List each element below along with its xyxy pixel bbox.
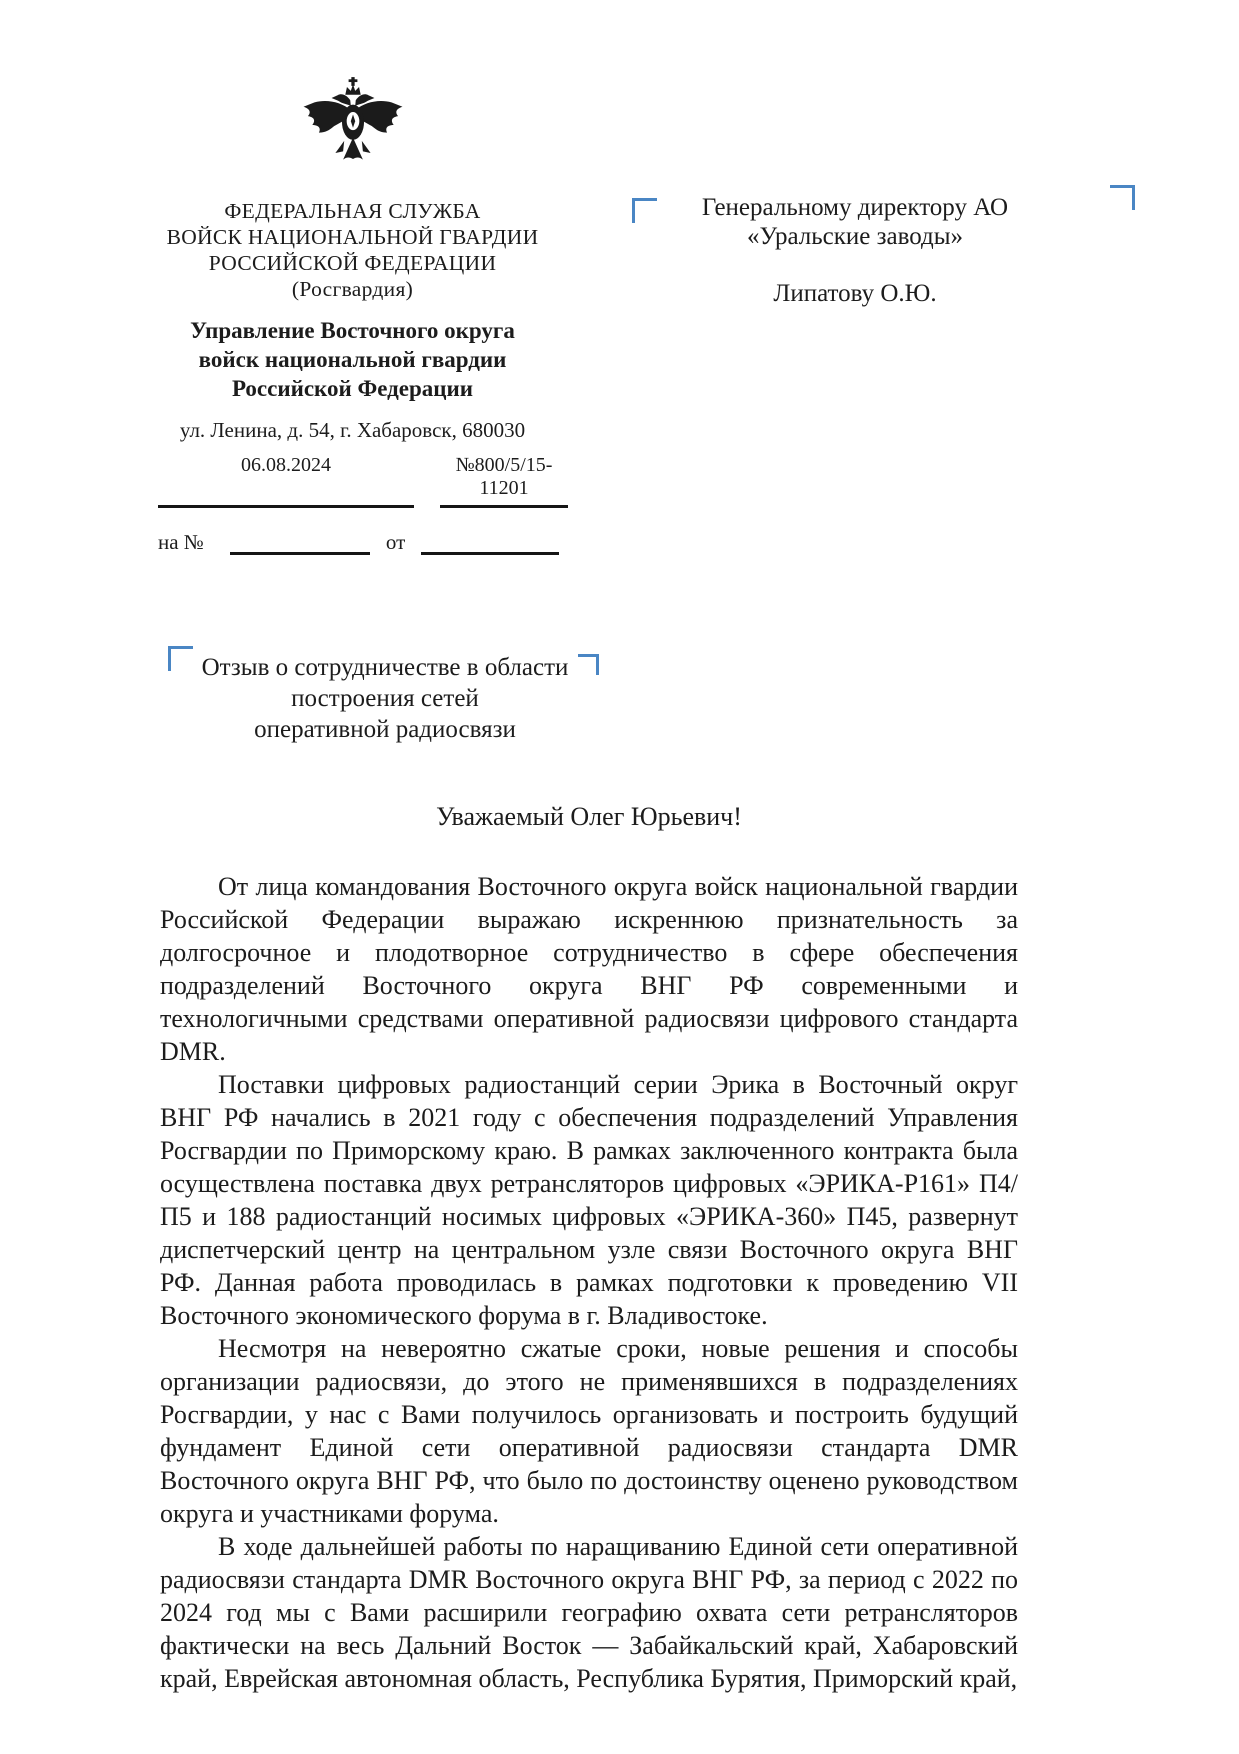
subject-block: [190, 652, 580, 745]
letterhead: [130, 72, 575, 555]
addressee-corner-mark-right: [1110, 185, 1135, 210]
subject-corner-mark-right: [578, 654, 599, 675]
subject-line: Отзыв о сотрудничестве в области: [201, 654, 569, 681]
org-line: ВОЙСК НАЦИОНАЛЬНОЙ ГВАРДИИ: [166, 225, 539, 249]
ref-date-blank: [421, 528, 559, 555]
subject-line: оперативной радиосвязи: [254, 716, 516, 743]
rosgvardia-emblem-icon: [130, 72, 575, 194]
org-line: ФЕДЕРАЛЬНАЯ СЛУЖБА: [224, 199, 481, 223]
department-name-block: [130, 316, 575, 403]
dept-line: Управление Восточного округа: [190, 318, 515, 343]
addressee-line: «Уральские заводы»: [746, 223, 964, 250]
addressee-name: Липатову О.Ю.: [773, 280, 937, 307]
subject-line: построения сетей: [291, 685, 479, 712]
ref-from-label: от: [385, 530, 406, 555]
dept-line: войск национальной гвардии: [198, 347, 507, 372]
reference-row: [130, 528, 575, 555]
letter-number: №800/5/15-11201: [440, 454, 568, 508]
org-address: ул. Ленина, д. 54, г. Хабаровск, 680030: [179, 418, 526, 442]
date-number-row: [130, 454, 575, 508]
org-line: РОССИЙСКОЙ ФЕДЕРАЦИИ: [208, 251, 497, 275]
addressee-block: [640, 193, 1070, 308]
letter-date: 06.08.2024: [158, 454, 414, 508]
org-name-block: [130, 198, 575, 302]
body-paragraph: Несмотря на невероятно сжатые сроки, новые решения и способы организации радиосвязи, до этого не применявшихся в подразделениях Росгвардии, у нас с Вами получилось организовать и построить будущий фундамент Единой сети оперативной радиосвязи стандарта DMR Восточного округа ВНГ РФ, что было по достоинству оценено руководством округа и участниками форума.: [160, 1334, 1018, 1528]
body-paragraph: В ходе дальнейшей работы по наращиванию Единой сети оперативной радиосвязи стандарта DMR Восточного округа ВНГ РФ, за период с 2022 по 2024 год мы с Вами расширили географию охвата сети ретрансляторов фактически на весь Дальний Восток — Забайкальский край, Хабаровский край, Еврейская автономная область, Республика Бурятия, Приморский край,: [160, 1532, 1018, 1693]
addressee-line: Генеральному директору АО: [701, 194, 1009, 221]
salutation: Уважаемый Олег Юрьевич!: [436, 802, 742, 831]
body-paragraph: Поставки цифровых радиостанций серии Эрика в Восточный округ ВНГ РФ начались в 2021 году с обеспечения подразделений Управления Росгвардии по Приморскому краю. В рамках заключенного контракта была осуществлена поставка двух ретрансляторов цифровых «ЭРИКА-Р161» П4/П5 и 188 радиостанций носимых цифровых «ЭРИКА-360» П45, развернут диспетчерский центр на центральном узле связи Восточного округа ВНГ РФ. Данная работа проводилась в рамках подготовки к проведению VII Восточного экономического форума в г. Владивостоке.: [160, 1070, 1018, 1330]
ref-number-blank: [230, 528, 370, 555]
org-short-name: (Росгвардия): [291, 277, 414, 301]
ref-label: на №: [158, 530, 204, 555]
dept-line: Российской Федерации: [231, 376, 474, 401]
body-paragraph: От лица командования Восточного округа войск национальной гвардии Российской Федерации выражаю искреннюю признательность за долгосрочное и плодотворное сотрудничество в сфере обеспечения подразделений Восточного округа ВНГ РФ современными и технологичными средствами оперативной радиосвязи цифрового стандарта DMR.: [160, 872, 1018, 1066]
letter-body: [160, 802, 1018, 1695]
